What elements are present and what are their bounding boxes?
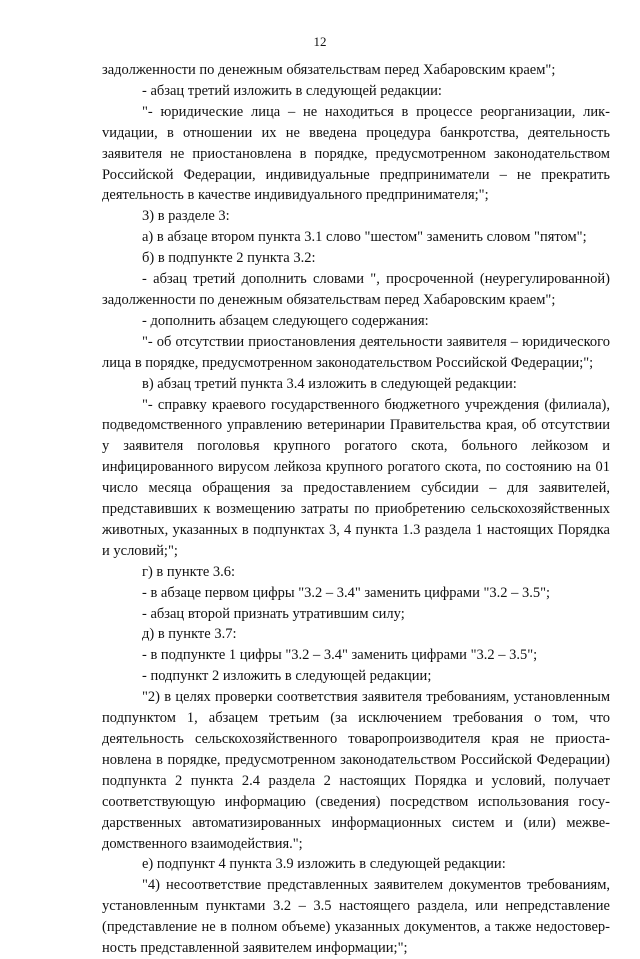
paragraph: - абзац второй признать утратившим силу; <box>142 605 405 622</box>
document-body <box>102 60 610 959</box>
paragraph: "4) несоответствие представленных заявителем документов требованиям, установленным пунктами 3.2 – 3.5 настоящего раздела, или непредставление (представление не в полном объеме) указанных документов, а также недостоверность представленной заявителем информации;"; <box>102 877 610 957</box>
paragraph: е) подпункт 4 пункта 3.9 изложить в следующей редакции: <box>142 856 506 873</box>
paragraph: - абзац третий изложить в следующей редакции: <box>142 82 442 99</box>
paragraph: б) в подпункте 2 пункта 3.2: <box>142 250 316 267</box>
paragraph: - абзац третий дополнить словами ", просроченной (неурегулированной) задолженности по денежным обязательствам перед Хабаровским краем"; <box>102 271 610 308</box>
paragraph: д) в пункте 3.7: <box>142 626 237 643</box>
paragraph: "2) в целях проверки соответствия заявителя требованиям, установленным подпунктом 1, абзацем третьим (за исключением требования о том, что деятельность сельскохозяйственного товаропроизводителя края не приостановлена в порядке, предусмотренном законодательством Российской Федерации) подпункта 2 пункта 2.4 раздела 2 настоящих Порядка и условий, получает соответствующую информацию (сведения) посредством использования государственных автоматизированных информационных систем и (или) межведомственного взаимодействия."; <box>102 689 610 852</box>
paragraph: 3) в разделе 3: <box>142 208 230 225</box>
paragraph: а) в абзаце втором пункта 3.1 слово "шестом" заменить словом "пятом"; <box>142 229 587 246</box>
paragraph: в) абзац третий пункта 3.4 изложить в следующей редакции: <box>142 375 517 392</box>
paragraph: "- справку краевого государственного бюджетного учреждения (филиала), подведомственного управлению ветеринарии Правительства края, об отсутствии у заявителя поголовья крупного рогатого скота, больного лейкозом и инфицированного вирусом лейкоза крупного рогатого скота, по состоянию на 01 число месяца обращения за предоставлением субсидии – для заявителей, представивших к возмещению затраты по приобретению сельскохозяйственных животных, указанных в подпунктах 3, 4 пункта 1.3 раздела 1 настоящих Порядка и условий;"; <box>102 396 610 559</box>
paragraph: "- об отсутствии приостановления деятельности заявителя – юридического лица в порядке, предусмотренном законодательством Российской Федерации;"; <box>102 333 610 371</box>
paragraph: - в подпункте 1 цифры "3.2 – 3.4" заменить цифрами "3.2 – 3.5"; <box>142 647 538 664</box>
paragraph: г) в пункте 3.6: <box>142 563 236 580</box>
paragraph: - подпункт 2 изложить в следующей редакции; <box>142 668 432 685</box>
paragraph: - в абзаце первом цифры "3.2 – 3.4" заменить цифрами "3.2 – 3.5"; <box>142 584 551 601</box>
paragraph: - дополнить абзацем следующего содержания: <box>142 312 429 329</box>
paragraph: "- юридические лица – не находиться в процессе реорганизации, ликvидации, в отношении их не введена процедура банкротства, деятельность заявителя не приостановлена в порядке, предусмотренном законодательством Российской Федерации, индивидуальные предприниматели – не прекратить деятельность в качестве индивидуального предпринимателя;"; <box>102 103 610 204</box>
paragraph: задолженности по денежным обязательствам перед Хабаровским краем"; <box>102 62 556 78</box>
page-number: 12 <box>313 34 327 49</box>
